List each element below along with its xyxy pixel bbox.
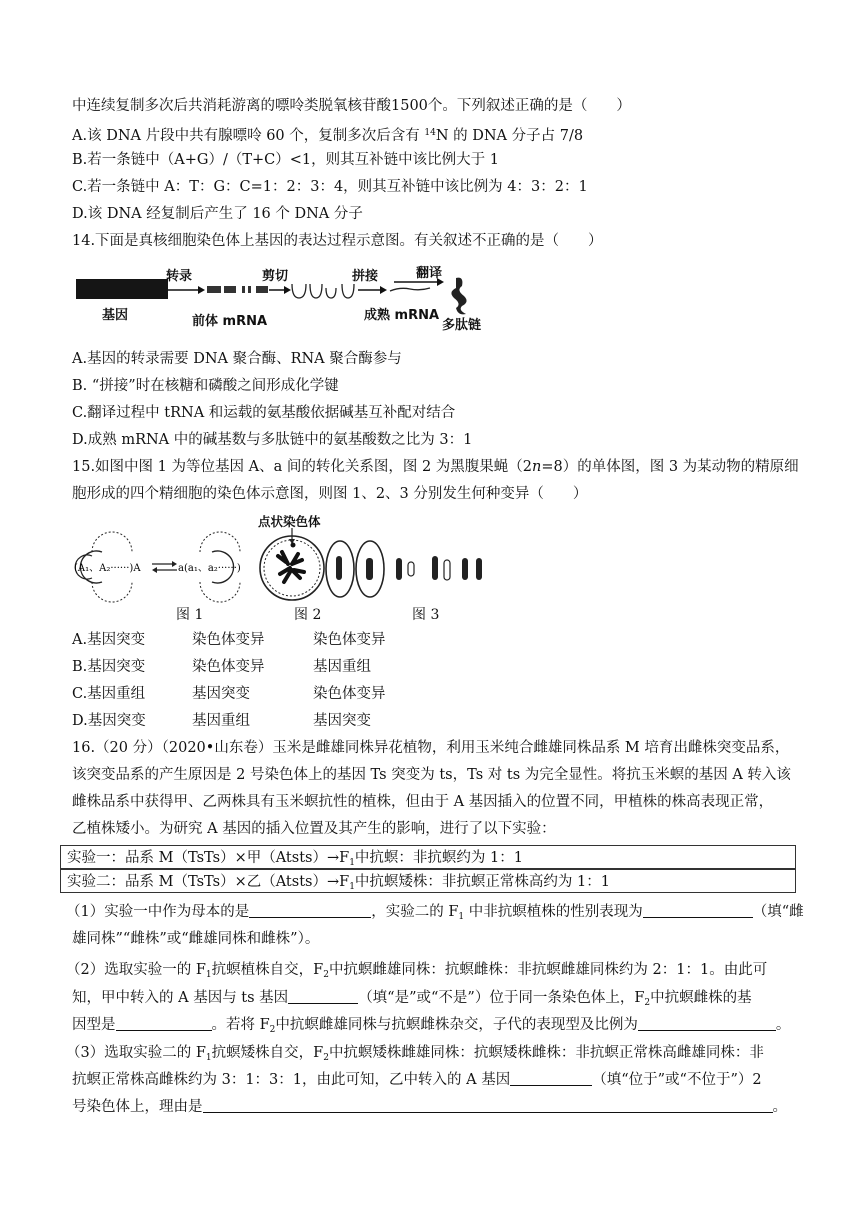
q16-p3-sub2: 2: [323, 1053, 329, 1063]
q16-p3-sub1: 1: [205, 1053, 212, 1063]
q16-stem-line4: 乙植株矮小。为研究 A 基因的插入位置及其产生的影响，进行了以下实验：: [72, 821, 556, 837]
q16-p3-text1: （3）选取实验二的 F: [66, 1045, 206, 1061]
q16-p2-text8: 。若将 F: [211, 1017, 270, 1033]
q16-p3-text7: 。: [772, 1099, 787, 1115]
q13-option-a-sup: 14: [424, 128, 436, 138]
fig3-chrom-3a: [396, 558, 402, 580]
q14-stem: 14.下面是真核细胞染色体上基因的表达过程示意图。有关叙述不正确的是（ ）: [72, 233, 603, 249]
q16-p1-text3: 中非抗螟植株的性别表现为: [464, 904, 643, 920]
q16-p3-text2: 抗螟矮株自交，F: [211, 1045, 324, 1061]
q16-p2-text2: 抗螟植株自交，F: [211, 962, 324, 978]
q15-stem-line1: [72, 457, 799, 477]
gene-block: [76, 279, 168, 299]
q16-p3-text3: 中抗螟矮株雌雄同株：抗螟矮株雌株：非抗螟正常株高雌雄同株：非: [328, 1045, 764, 1061]
q16-part1-line1: [66, 902, 804, 927]
q15-option-a-label: A.基因突变: [72, 632, 146, 648]
polypeptide-shape: [451, 278, 466, 315]
q15-option-a: [72, 630, 412, 650]
label-precursor-mrna: 前体 mRNA: [192, 314, 268, 329]
answer-blank-1[interactable]: [249, 903, 371, 918]
q16-stem-line3: 雌株品系中获得甲、乙两株具有玉米螟抗性的植株，但由于 A 基因插入的位置不同，甲植株的株高表现正常，: [72, 794, 774, 810]
q15-option-b: [72, 657, 412, 677]
fig1-left-label: (A₁、A₂······)A: [74, 563, 141, 574]
q15-option-b-col3: 基因重组: [313, 659, 371, 675]
experiment-2-text2: 中抗螟矮株：非抗螟正常株高约为 1：1: [354, 874, 610, 890]
q15-option-c-label: C.基因重组: [72, 686, 146, 702]
experiment-1-box: [60, 845, 796, 869]
q16-p1-text2: ，实验二的 F: [371, 904, 459, 920]
q15-option-a-col3: 染色体变异: [313, 632, 386, 648]
experiment-1-text2: 中抗螟：非抗螟约为 1：1: [354, 850, 523, 866]
q16-p3-text4: 抗螟正常株高雌株约为 3：1：3：1，由此可知，乙中转入的 A 基因: [72, 1072, 511, 1088]
q15-option-d-label: D.基因突变: [72, 713, 146, 729]
fig3-chrom-4a: [432, 556, 438, 580]
q15-option-a-col2: 染色体变异: [192, 632, 265, 648]
q16-p2-text6: 中抗螟雌株的基: [650, 990, 752, 1006]
q15-stem-n: n: [532, 459, 542, 475]
q13-stem-tail: 中连续复制多次后共消耗游离的嘌呤类脱氧核苷酸1500个。下列叙述正确的是（ ）: [72, 98, 631, 114]
q16-p1-text1: （1）实验一中作为母本的是: [66, 904, 250, 920]
q16-p2-text3: 中抗螟雌雄同株：抗螟雌株：非抗螟雌雄同株约为 2：1：1。由此可: [328, 962, 768, 978]
q15-option-c-col3: 染色体变异: [313, 686, 386, 702]
q15-option-c: [72, 684, 412, 704]
q16-p2-text5: （填“是”或“不是”）位于同一条染色体上，F: [358, 990, 645, 1006]
answer-blank-6[interactable]: [510, 1071, 592, 1086]
q16-stem-line1: 16.（20 分）（2020•山东卷）玉米是雌雄同株异花植物，利用玉米纯合雌雄同株品系 M 培育出雌株突变品系，: [72, 740, 790, 756]
experiment-2-text1: 实验二：品系 M（TsTs）×乙（Atsts）→F: [67, 874, 350, 890]
label-transcribe: 转录: [166, 269, 193, 284]
q16-p2-sub2: 2: [323, 970, 329, 980]
q13-option-b: B.若一条链中（A+G）/（T+C）<1，则其互补链中该比例大于 1: [72, 152, 499, 168]
q15-option-c-col2: 基因突变: [192, 686, 250, 702]
q16-part2-line3: [72, 1015, 790, 1040]
gene-expression-figure: [72, 268, 512, 336]
variation-figures: [72, 512, 492, 622]
mature-mrna-strand: [390, 288, 430, 291]
q16-p2-sub1: 1: [205, 970, 212, 980]
experiment-1-sub: 1: [349, 858, 355, 868]
q14-option-a: A.基因的转录需要 DNA 聚合酶、RNA 聚合酶参与: [72, 351, 402, 367]
q16-p1-text4: （填“雌: [752, 904, 804, 920]
q16-part2-line1: [66, 960, 767, 985]
q16-part3-line1: [66, 1043, 764, 1068]
experiment-1-text1: 实验一：品系 M（TsTs）×甲（Atsts）→F: [67, 850, 350, 866]
q16-stem-line2: 该突变品系的产生原因是 2 号染色体上的基因 Ts 突变为 ts，Ts 对 ts 为完全显性。将抗玉米螟的基因 A 转入该: [72, 767, 791, 783]
q15-option-d-col3: 基因突变: [313, 713, 371, 729]
q13-option-c: C.若一条链中 A：T：G：C=1：2：3：4，则其互补链中该比例为 4：3：2：1: [72, 179, 588, 195]
q13-option-a-text2: N 的 DNA 分子占 7/8: [435, 128, 584, 144]
q16-part3-line3: [72, 1097, 787, 1117]
answer-blank-2[interactable]: [643, 903, 753, 918]
q16-p2-text4: 知，甲中转入的 A 基因与 ts 基因: [72, 990, 289, 1006]
fig2-chromosomes: [278, 552, 304, 582]
q16-p2-text10: 。: [775, 1017, 791, 1033]
answer-blank-7[interactable]: [203, 1098, 773, 1113]
q14-option-c: C.翻译过程中 tRNA 和运载的氨基酸依据碱基互补配对结合: [72, 405, 456, 421]
q16-part3-line2: [72, 1070, 762, 1090]
q16-p2-text7: 因型是: [72, 1017, 116, 1033]
answer-blank-4[interactable]: [116, 1016, 212, 1031]
experiment-2-sub: 1: [349, 882, 355, 892]
answer-blank-3[interactable]: [288, 989, 358, 1004]
label-gene: 基因: [102, 308, 129, 323]
q15-option-b-label: B.基因突变: [72, 659, 146, 675]
q14-option-d: D.成熟 mRNA 中的碱基数与多肽链中的氨基酸数之比为 3：1: [72, 432, 473, 448]
q15-stem-text1: 15.如图中图 1 为等位基因 A、a 间的转化关系图，图 2 为黑腹果蝇（2: [72, 459, 533, 475]
fig2-caption: 图 2: [294, 607, 322, 623]
q15-option-d: [72, 711, 412, 731]
fig3-chrom-5a: [462, 558, 468, 580]
label-splice: 拼接: [352, 269, 379, 284]
fig3-caption: 图 3: [412, 607, 440, 623]
q14-option-b: B. “拼接”时在核糖和磷酸之间形成化学键: [72, 378, 339, 394]
q15-option-d-col2: 基因重组: [192, 713, 250, 729]
q16-p1-sub: 1: [458, 912, 465, 922]
q16-part2-line2: [72, 988, 752, 1013]
q16-p2-text9: 中抗螟雌雄同株与抗螟雌株杂交，子代的表现型及比例为: [275, 1017, 638, 1033]
fig1-caption: 图 1: [176, 607, 204, 623]
q15-stem-text2: =8）的单体图，图 3 为某动物的精原细: [541, 459, 799, 475]
label-dot-chromosome: 点状染色体: [258, 514, 321, 529]
q16-p2-text1: （2）选取实验一的 F: [66, 962, 206, 978]
q16-part1-line2: 雄同株”“雌株”或“雌雄同株和雌株”）。: [72, 931, 320, 947]
label-cut: 剪切: [262, 269, 289, 284]
experiment-2-box: [60, 869, 796, 893]
intron-loop-1: [292, 284, 306, 298]
q15-stem-line2: 胞形成的四个精细胞的染色体示意图，则图 1、2、3 分别发生何种变异（ ）: [72, 486, 588, 502]
q13-option-a: [72, 123, 583, 146]
fig1-right-label: a(a₁、a₂······): [178, 563, 241, 574]
q16-p3-text6: 号染色体上，理由是: [72, 1099, 203, 1115]
label-translate: 翻译: [416, 266, 443, 281]
q13-option-d: D.该 DNA 经复制后产生了 16 个 DNA 分子: [72, 206, 363, 222]
answer-blank-5[interactable]: [638, 1016, 776, 1031]
q16-p2-sub3: 2: [644, 998, 651, 1008]
q16-p2-sub4: 2: [269, 1025, 276, 1035]
q13-option-a-text1: A.该 DNA 片段中共有腺嘌呤 60 个，复制多次后含有: [72, 128, 425, 144]
label-mature-mrna: 成熟 mRNA: [364, 308, 440, 323]
label-polypeptide: 多肽链: [442, 318, 482, 333]
q15-option-b-col2: 染色体变异: [192, 659, 265, 675]
q16-p3-text5: （填“位于”或“不位于”）2: [592, 1072, 762, 1088]
